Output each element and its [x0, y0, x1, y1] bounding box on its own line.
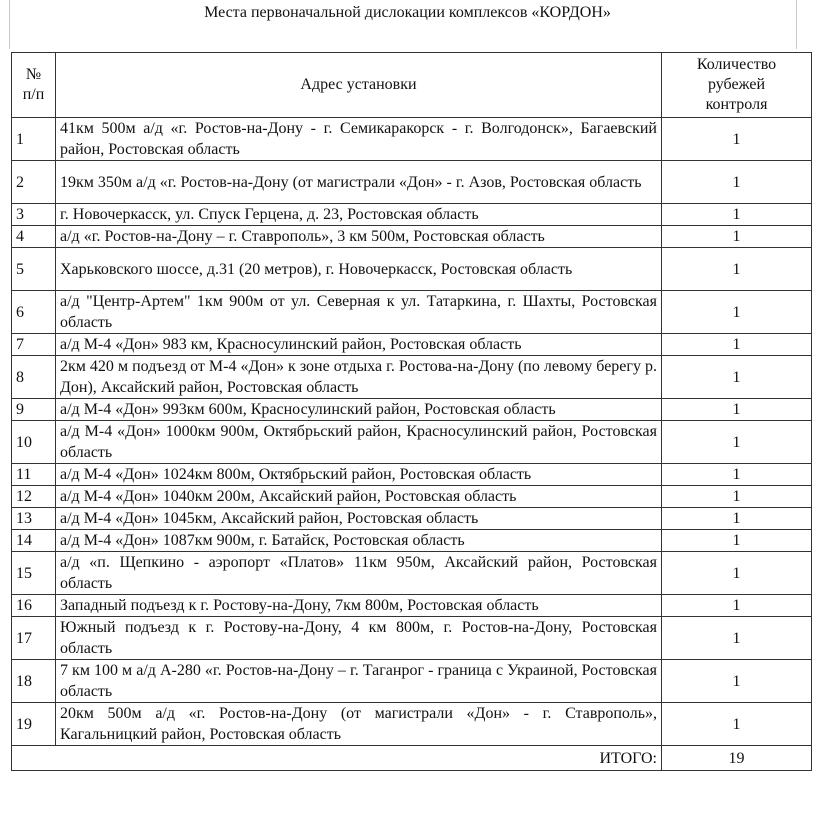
table-row: [12, 595, 812, 617]
row-address: 20км 500м а/д «г. Ростов-на-Дону (от магистрали «Дон» - г. Ставрополь», Кагальницкий район, Ростовская область: [56, 703, 662, 746]
header-quantity-line2: рубежей: [707, 76, 766, 93]
row-address: а/д М-4 «Дон» 1000км 900м, Октябрьский район, Красносулинский район, Ростовская область: [56, 421, 662, 464]
row-quantity: 1: [662, 291, 812, 334]
row-number: 12: [12, 486, 56, 508]
row-address: Харьковского шоссе, д.31 (20 метров), г. Новочеркасск, Ростовская область: [56, 248, 662, 291]
table-row: [12, 617, 812, 660]
row-address: а/д «г. Ростов-на-Дону – г. Ставрополь», 3 км 500м, Ростовская область: [56, 226, 662, 248]
table-row: [12, 421, 812, 464]
row-number: 9: [12, 399, 56, 421]
row-address: 2км 420 м подъезд от М-4 «Дон» к зоне отдыха г. Ростова-на-Дону (по левому берегу р. Дон), Аксайский район, Ростовская область: [56, 356, 662, 399]
row-number: 4: [12, 226, 56, 248]
total-row: [12, 746, 812, 771]
header-quantity-line1: Количество: [696, 56, 777, 73]
row-address: г. Новочеркасск, ул. Спуск Герцена, д. 23, Ростовская область: [56, 204, 662, 226]
total-label: ИТОГО:: [12, 746, 662, 771]
row-number: 19: [12, 703, 56, 746]
table-row: [12, 486, 812, 508]
table-row: [12, 464, 812, 486]
row-quantity: 1: [662, 552, 812, 595]
header-number: [12, 53, 56, 118]
row-number: 2: [12, 161, 56, 204]
table-header-row: [12, 53, 812, 118]
row-quantity: 1: [662, 399, 812, 421]
row-quantity: 1: [662, 421, 812, 464]
row-quantity: 1: [662, 486, 812, 508]
row-quantity: 1: [662, 334, 812, 356]
table-row: [12, 660, 812, 703]
header-number-line1: №: [25, 66, 42, 83]
table-row: [12, 118, 812, 161]
row-number: 5: [12, 248, 56, 291]
total-value: 19: [662, 746, 812, 771]
row-address: 41км 500м а/д «г. Ростов-на-Дону - г. Семикаракорск - г. Волгодонск», Багаевский район, Ростовская область: [56, 118, 662, 161]
row-address: Западный подъезд к г. Ростову-на-Дону, 7км 800м, Ростовская область: [56, 595, 662, 617]
row-address: а/д М-4 «Дон» 1024км 800м, Октябрьский район, Ростовская область: [56, 464, 662, 486]
table-row: [12, 552, 812, 595]
row-number: 8: [12, 356, 56, 399]
table-row: [12, 399, 812, 421]
row-number: 17: [12, 617, 56, 660]
row-quantity: 1: [662, 703, 812, 746]
row-number: 16: [12, 595, 56, 617]
page-title: Места первоначальной дислокации комплексов «КОРДОН»: [204, 4, 611, 21]
row-address: а/д М-4 «Дон» 1040км 200м, Аксайский район, Ростовская область: [56, 486, 662, 508]
table-row: [12, 530, 812, 552]
row-number: 3: [12, 204, 56, 226]
row-address: а/д «п. Щепкино - аэропорт «Платов» 11км 950м, Аксайский район, Ростовская область: [56, 552, 662, 595]
row-quantity: 1: [662, 660, 812, 703]
table-row: [12, 161, 812, 204]
row-number: 14: [12, 530, 56, 552]
table-row: [12, 356, 812, 399]
row-number: 1: [12, 118, 56, 161]
table-row: [12, 226, 812, 248]
dislocation-table: [11, 52, 812, 771]
row-address: 19км 350м а/д «г. Ростов-на-Дону (от магистрали «Дон» - г. Азов, Ростовская область: [56, 161, 662, 204]
row-quantity: 1: [662, 204, 812, 226]
row-address: а/д М-4 «Дон» 993км 600м, Красносулинский район, Ростовская область: [56, 399, 662, 421]
row-number: 15: [12, 552, 56, 595]
table-row: [12, 248, 812, 291]
row-quantity: 1: [662, 617, 812, 660]
header-quantity: [662, 53, 812, 118]
header-address: Адрес установки: [56, 53, 662, 118]
row-address: 7 км 100 м а/д А-280 «г. Ростов-на-Дону – г. Таганрог - граница с Украиной, Ростовская область: [56, 660, 662, 703]
row-quantity: 1: [662, 226, 812, 248]
row-quantity: 1: [662, 118, 812, 161]
row-number: 10: [12, 421, 56, 464]
header-quantity-line3: контроля: [705, 96, 768, 113]
table-row: [12, 204, 812, 226]
row-number: 6: [12, 291, 56, 334]
table-row: [12, 703, 812, 746]
row-quantity: 1: [662, 530, 812, 552]
row-quantity: 1: [662, 508, 812, 530]
row-quantity: 1: [662, 356, 812, 399]
row-address: а/д М-4 «Дон» 1045км, Аксайский район, Ростовская область: [56, 508, 662, 530]
table-row: [12, 508, 812, 530]
row-quantity: 1: [662, 595, 812, 617]
row-number: 18: [12, 660, 56, 703]
header-number-line2: п/п: [22, 86, 45, 103]
row-number: 13: [12, 508, 56, 530]
table-row: [12, 291, 812, 334]
row-quantity: 1: [662, 248, 812, 291]
row-address: Южный подъезд к г. Ростову-на-Дону, 4 км 800м, г. Ростов-на-Дону, Ростовская область: [56, 617, 662, 660]
row-quantity: 1: [662, 464, 812, 486]
row-address: а/д "Центр-Артем" 1км 900м от ул. Северная к ул. Татаркина, г. Шахты, Ростовская область: [56, 291, 662, 334]
row-number: 7: [12, 334, 56, 356]
table-row: [12, 334, 812, 356]
row-address: а/д М-4 «Дон» 1087км 900м, г. Батайск, Ростовская область: [56, 530, 662, 552]
row-address: а/д М-4 «Дон» 983 км, Красносулинский район, Ростовская область: [56, 334, 662, 356]
row-number: 11: [12, 464, 56, 486]
row-quantity: 1: [662, 161, 812, 204]
